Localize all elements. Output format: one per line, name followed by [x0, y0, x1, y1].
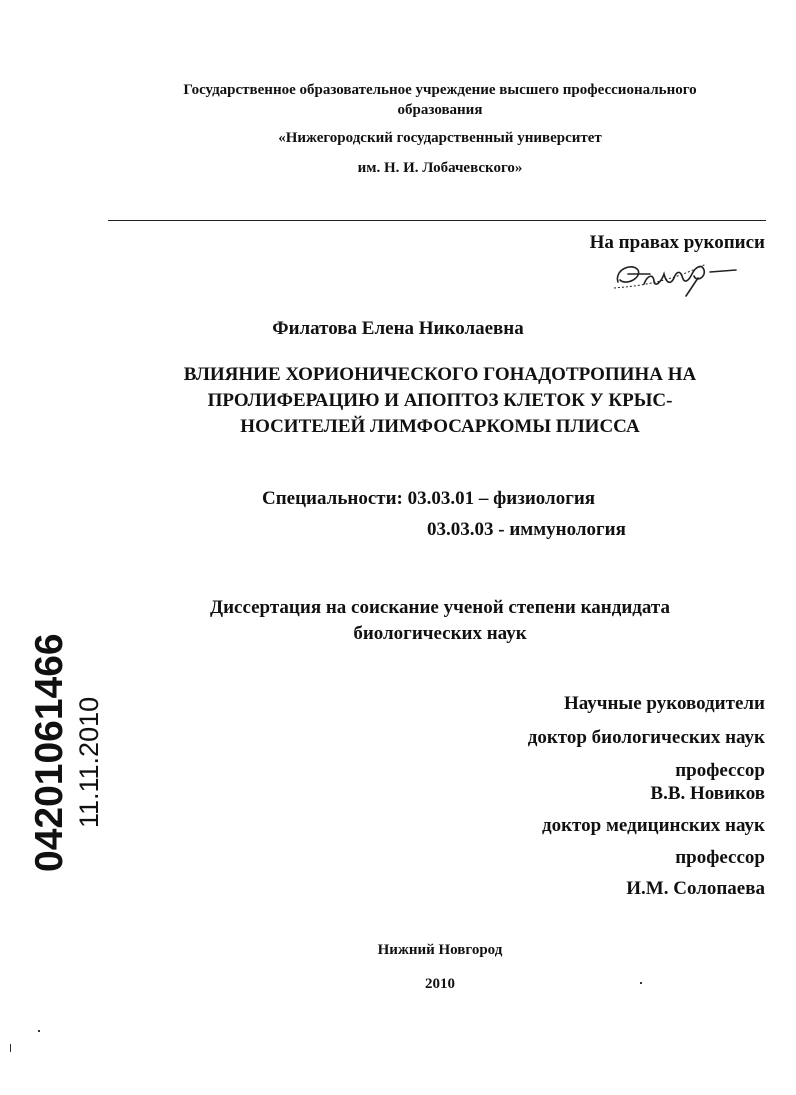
- header-divider: [108, 220, 766, 221]
- supervisor-2-name: И.М. Солопаева: [626, 878, 765, 899]
- stamp-date: 11.11.2010: [74, 696, 104, 828]
- scan-speck: [38, 1030, 40, 1032]
- author-name: Филатова Елена Николаевна: [272, 318, 524, 339]
- supervisors-heading: Научные руководители: [563, 693, 765, 714]
- supervisor-1-title: профессор: [675, 760, 765, 781]
- library-stamp: [6, 633, 104, 880]
- dissertation-line-1: Диссертация на соискание ученой степени кандидата: [210, 597, 670, 618]
- stamp-number: 04201061466: [28, 633, 71, 872]
- specialty-1: [262, 488, 595, 510]
- title-line: ПРОЛИФЕРАЦИЮ И АПОПТОЗ КЛЕТОК У КРЫС-: [207, 390, 673, 411]
- specialties-label: Специальности:: [262, 488, 403, 509]
- institution-line-2: образования: [397, 102, 483, 118]
- supervisor-2-title: профессор: [675, 847, 765, 868]
- specialty-1-value: 03.03.01 – физиология: [407, 488, 596, 509]
- signature-image: [610, 252, 740, 298]
- institution-line-1: Государственное образовательное учреждение высшего профессионального: [183, 82, 697, 98]
- title-line: ВЛИЯНИЕ ХОРИОНИЧЕСКОГО ГОНАДОТРОПИНА НА: [183, 364, 697, 385]
- dissertation-line-2: биологических наук: [353, 623, 527, 644]
- supervisor-2-degree: доктор медицинских наук: [542, 815, 765, 836]
- specialty-2: 03.03.03 - иммунология: [427, 519, 626, 540]
- scan-speck: [10, 1044, 11, 1052]
- dissertation-statement: [100, 595, 780, 647]
- rights-label: На правах рукописи: [589, 232, 765, 253]
- scan-speck: [640, 982, 642, 984]
- university-line-1: «Нижегородский государственный университет: [278, 130, 602, 146]
- year: 2010: [425, 976, 455, 992]
- city: Нижний Новгород: [377, 942, 503, 958]
- institution-name: [100, 80, 780, 120]
- supervisor-1-name: В.В. Новиков: [650, 783, 765, 804]
- university-line-2: им. Н. И. Лобачевского»: [357, 160, 523, 176]
- supervisor-1-degree: доктор биологических наук: [527, 727, 765, 748]
- title-line: НОСИТЕЛЕЙ ЛИМФОСАРКОМЫ ПЛИССА: [240, 416, 640, 437]
- dissertation-title: [100, 362, 780, 440]
